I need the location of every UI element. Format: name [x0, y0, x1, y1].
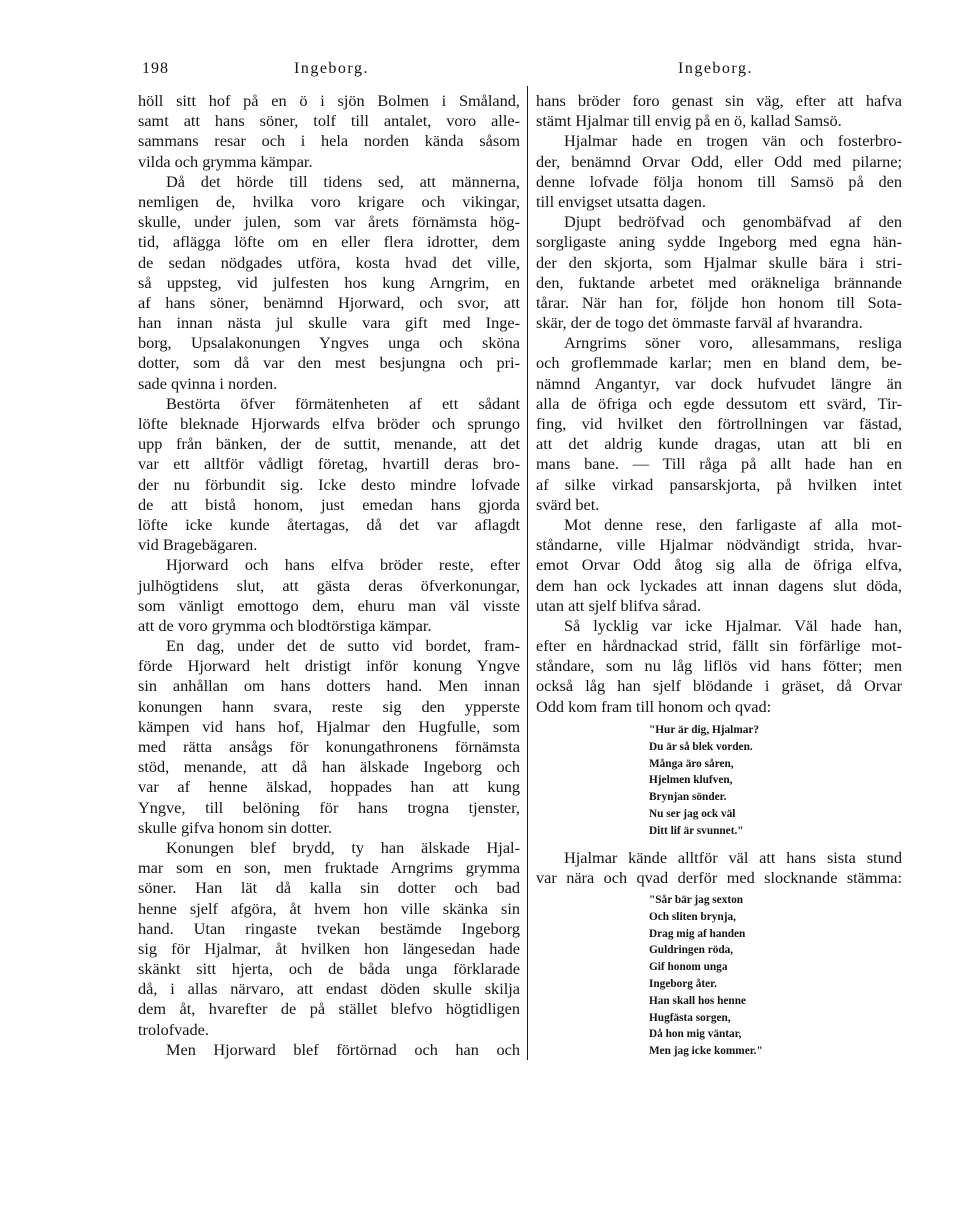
text-line: också låg han sjelf blödande i gräset, då Orvar	[536, 676, 902, 696]
text-line: mar som en son, men fruktade Arngrims grymma	[138, 858, 520, 878]
text-line: vilda och grymma kämpar.	[138, 151, 313, 171]
text-line: och groflemmade karlar; men en bland dem, be-	[536, 353, 902, 373]
text-line: att det aldrig kunde dragas, utan att bli en	[536, 434, 902, 454]
text-line: löfte icke kunde återtagas, då det var aflagdt	[138, 514, 520, 534]
text-line: henne sjelf afgöra, åt hvem hon ville skänka sin	[138, 898, 520, 918]
right-column-middle	[536, 848, 902, 888]
text-line: att de voro grymma och blodtörstiga kämpar.	[138, 615, 432, 635]
text-line: af hans söner, benämnd Hjorward, och svor, att	[138, 292, 520, 312]
text-line: löfte bleknade Hjorwards elfva bröder och sprungo	[138, 414, 520, 433]
text-line: med rätta ansågs för konungathronens förnämsta	[138, 737, 520, 756]
text-line: upp från bänken, der de suttit, menande, att det	[138, 434, 520, 454]
text-line: nämnd Angantyr, var dock hufvudet längre än	[536, 373, 902, 393]
text-line: stämt Hjalmar till envig på en ö, kallad Samsö.	[536, 111, 842, 131]
text-line: förde Hjorward helt dristigt inför konung Yngve	[138, 656, 520, 676]
text-line: var ett alltför vådligt företag, hvartill deras bro-	[138, 454, 520, 474]
text-line: sig för Hjalmar, åt hvilken hon längesedan hade	[138, 938, 520, 958]
poem-line: Men jag icke kommer."	[649, 1045, 763, 1058]
poem-line: Drag mig af handen	[649, 927, 746, 940]
text-line: En dag, under det de sutto vid bordet, fram-	[166, 636, 520, 656]
text-line: sin anhållan om hans dotters hand. Men innan	[138, 676, 520, 696]
text-line: kämpen vid hans hof, Hjalmar den Hugfulle, som	[138, 716, 520, 736]
text-line: ståndarne, ville Hjalmar nödvändigt strida, hvar-	[536, 535, 902, 555]
text-line: skänkt sitt hjerta, och de båda unga förklarade	[138, 959, 520, 979]
text-line: julhögtidens slut, att gästa deras öfverkonungar,	[138, 575, 520, 595]
text-line: så uppsteg, vid julfesten hos kung Arngrim, en	[138, 272, 520, 292]
text-line: af silke virkad pansarskjorta, på hvilken intet	[536, 474, 902, 494]
column-divider	[527, 86, 528, 1060]
text-line: Djupt bedröfvad och genombäfvad af den	[564, 212, 902, 232]
text-line: tårar. När han for, följde hon honom till Sota-	[536, 292, 902, 312]
poem-line: Och sliten brynja,	[649, 910, 736, 923]
text-line: Odd kom fram till honom och qvad:	[536, 696, 772, 716]
right-column	[536, 91, 902, 717]
text-line: Då det hörde till tidens sed, att männerna,	[166, 171, 520, 191]
text-line: Hjalmar hade en trogen vän och fosterbro-	[564, 131, 902, 151]
page-number: 198	[142, 60, 169, 77]
poem-line: Nu ser jag ock väl	[649, 807, 736, 820]
text-line: skär, der de togo det ömmaste farväl af hvarandra.	[536, 313, 863, 333]
text-line: der den skjorta, som Hjalmar skulle bära i stri-	[536, 252, 902, 272]
running-title-right: Ingeborg.	[678, 60, 753, 77]
text-line: dem åt, hvarefter de på stället blefvo högtidligen	[138, 999, 520, 1019]
text-line: fing, vid hvilket den förtrollningen var fästad,	[536, 414, 902, 433]
text-line: borg, Upsalakonungen Yngves unga och sköna	[138, 333, 520, 353]
poem-hjalmar	[649, 892, 763, 1060]
text-line: den, fuktande arbetet med oräkneliga brännande	[536, 272, 902, 292]
text-line: Konungen blef brydd, ty han älskade Hjal-	[166, 837, 520, 857]
poem-line: Brynjan sönder.	[649, 791, 727, 804]
text-line: efter en hårdnackad strid, fällt sin förfärlige mot-	[536, 636, 902, 656]
text-line: Bestörta öfver förmätenheten af ett sådant	[166, 393, 520, 413]
text-line: var nära och qvad derför med slocknande stämma:	[536, 868, 902, 888]
text-line: konungen hann svara, reste sig den ypperste	[138, 696, 520, 716]
text-line: de sedan nödgades utföra, kosta hvad det ville,	[138, 252, 520, 272]
text-line: han innan nästa jul skulle vara gift med Inge-	[138, 313, 520, 333]
text-line: mans bane. — Till råga på allt hade han en	[536, 454, 902, 474]
text-line: ståndare, som nu låg liflös vid hans fötter; men	[536, 656, 902, 676]
left-column	[138, 91, 520, 1060]
text-line: stöd, menande, att då han älskade Ingeborg och	[138, 757, 520, 777]
text-line: skulle, under julen, som var årets förnämsta hög-	[138, 212, 520, 232]
text-line: sade qvinna i norden.	[138, 373, 278, 393]
poem-line: Gif honom unga	[649, 961, 728, 974]
text-line: der, benämnd Orvar Odd, eller Odd med pilarne;	[536, 151, 902, 171]
text-line: tid, aflägga löfte om en eller flera idrotter, dem	[138, 232, 520, 252]
text-line: nemligen de, hvilka voro krigare och vikingar,	[138, 191, 520, 211]
poem-line: Hjelmen klufven,	[649, 774, 733, 787]
text-line: denne lofvade följa honom till Samsö på den	[536, 171, 902, 191]
text-line: trolofvade.	[138, 1019, 209, 1039]
poem-line: "Hur är dig, Hjalmar?	[649, 724, 760, 736]
poem-line: Du är så blek vorden.	[649, 740, 753, 753]
text-line: svärd bet.	[536, 494, 600, 514]
poem-line: Hugfästa sorgen,	[649, 1011, 731, 1024]
text-line: de att bistå honom, just emedan hans gjorda	[138, 494, 520, 514]
text-line: sorgligaste aning sydde Ingeborg med egna hän-	[536, 232, 902, 252]
poem-line: Han skall hos henne	[649, 994, 746, 1007]
text-line: som vänligt emottogo dem, ehuru man väl visste	[138, 595, 520, 615]
poem-orvar-odd	[649, 722, 759, 840]
text-line: Hjalmar kände alltför väl att hans sista stund	[564, 848, 902, 867]
text-line: skulle gifva honom sin dotter.	[138, 817, 332, 837]
poem-line: "Sår bär jag sexton	[649, 894, 744, 906]
text-line: hans bröder foro genast sin väg, efter att hafva	[536, 91, 902, 110]
text-line: samt att hans söner, tolf till antalet, voro alle-	[138, 111, 520, 131]
text-line: höll sitt hof på en ö i sjön Bolmen i Småland,	[138, 91, 520, 110]
text-line: Så lycklig var icke Hjalmar. Väl hade han,	[564, 615, 902, 635]
text-line: Men Hjorward blef förtörnad och han och	[166, 1039, 520, 1059]
text-line: Hjorward och hans elfva bröder reste, efter	[166, 555, 520, 575]
poem-line: Då hon mig väntar,	[649, 1028, 742, 1041]
text-line: alla de öfriga och egde dessutom ett svärd, Tir-	[536, 393, 902, 413]
text-line: var af henne älskad, hoppades han att kung	[138, 777, 520, 797]
text-line: dem han ock lyckades att innan dagens slut döda,	[536, 575, 902, 595]
text-line: utan att sjelf blifva sårad.	[536, 595, 702, 615]
text-line: emot Orvar Odd åtog sig alla de öfriga elfva,	[536, 555, 902, 575]
text-line: till envigset utsatta dagen.	[536, 191, 707, 211]
text-line: Arngrims söner voro, allesammans, resliga	[564, 333, 902, 353]
poem-line: Guldringen röda,	[649, 944, 734, 957]
running-title-left: Ingeborg.	[294, 60, 369, 77]
poem-line: Ditt lif är svunnet."	[649, 824, 744, 837]
poem-line: Många äro såren,	[649, 757, 734, 770]
text-line: der nu förbundit sig. Icke desto mindre lofvade	[138, 474, 520, 494]
text-line: dotter, som då var den mest besjungna och pri-	[138, 353, 520, 373]
poem-line: Ingeborg åter.	[649, 977, 717, 990]
text-line: sammans resar och i hela norden kända såsom	[138, 131, 520, 151]
text-line: Mot denne rese, den farligaste af alla mot-	[564, 514, 902, 534]
text-line: Yngve, till belöning för hans trogna tjenster,	[138, 797, 520, 817]
text-line: då, i allas närvaro, att endast döden skulle skilja	[138, 979, 520, 999]
text-line: söner. Han lät då kalla sin dotter och bad	[138, 878, 520, 898]
text-line: hand. Utan ringaste tvekan bestämde Ingeborg	[138, 918, 520, 938]
text-line: vid Bragebägaren.	[138, 535, 258, 555]
